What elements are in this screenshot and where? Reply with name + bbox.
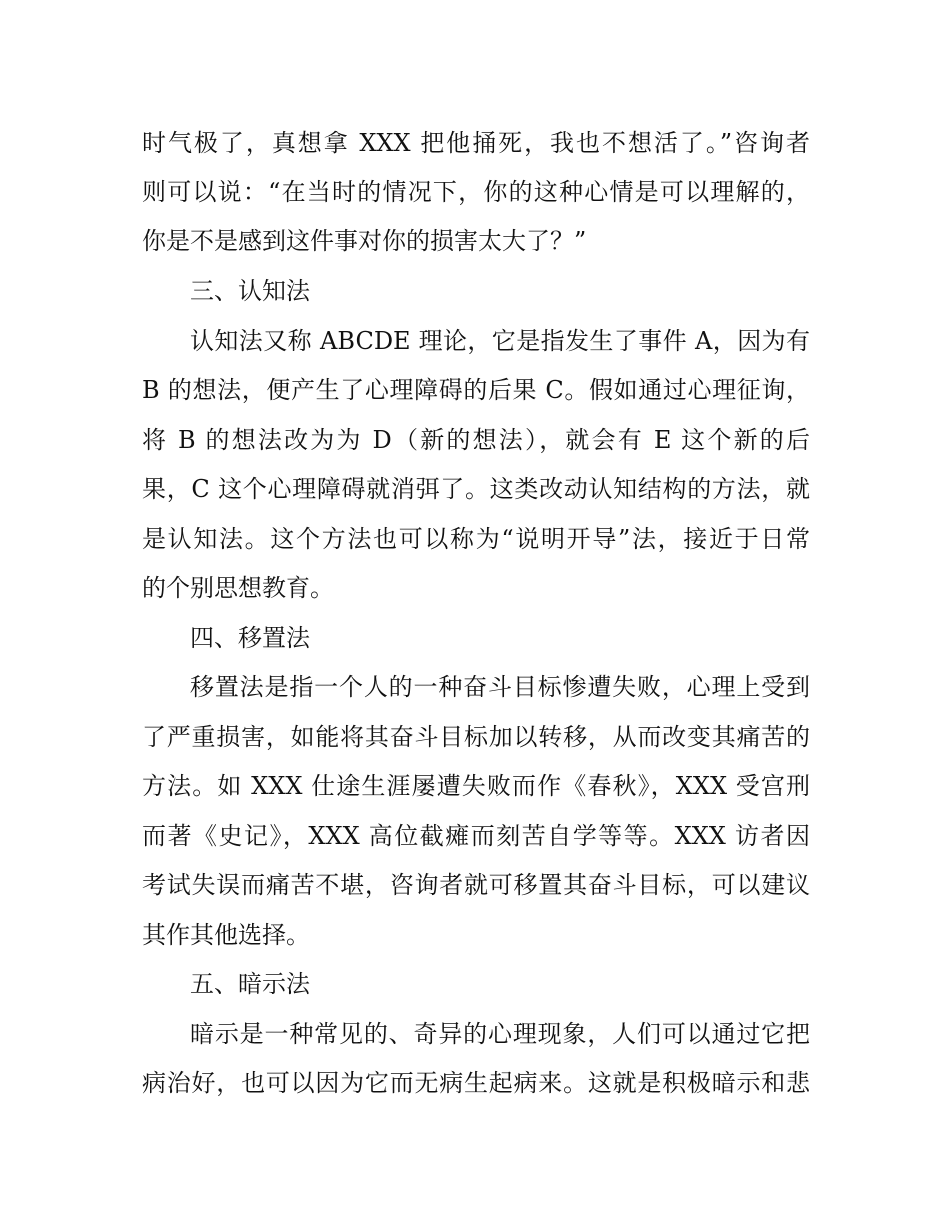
paragraph-line: 你是不是感到这件事对你的损害太大了？” [142, 227, 587, 255]
paragraph-line: 认知法又称 ABCDE 理论，它是指发生了事件 A，因为有 [190, 327, 810, 355]
paragraph-line: 时气极了，真想拿 XXX 把他捅死，我也不想活了。”咨询者 [142, 129, 810, 157]
paragraph-line: 了严重损害，如能将其奋斗目标加以转移，从而改变其痛苦的 [142, 723, 810, 751]
paragraph-line: 暗示是一种常见的、奇异的心理现象，人们可以通过它把 [190, 1020, 810, 1048]
paragraph-line: 是认知法。这个方法也可以称为“说明开导”法，接近于日常 [142, 525, 810, 553]
paragraph-line: 其作其他选择。 [142, 921, 310, 949]
paragraph-line: 果，C 这个心理障碍就消弭了。这类改动认知结构的方法，就 [142, 475, 810, 503]
section-heading: 四、移置法 [190, 624, 310, 652]
paragraph-line: 将 B 的想法改为为 D（新的想法），就会有 E 这个新的后 [142, 426, 810, 454]
paragraph-line: B 的想法，便产生了心理障碍的后果 C。假如通过心理征询， [142, 376, 810, 404]
paragraph-line: 病治好，也可以因为它而无病生起病来。这就是积极暗示和悲 [142, 1069, 810, 1097]
paragraph-line: 考试失误而痛苦不堪，咨询者就可移置其奋斗目标，可以建议 [142, 871, 810, 899]
section-heading: 五、暗示法 [190, 970, 310, 998]
paragraph-line: 则可以说：“在当时的情况下，你的这种心情是可以理解的， [142, 178, 810, 206]
paragraph-line: 而著《史记》，XXX 高位截瘫而刻苦自学等等。XXX 访者因 [142, 822, 810, 850]
paragraph-line: 移置法是指一个人的一种奋斗目标惨遭失败，心理上受到 [190, 673, 810, 701]
paragraph-line: 方法。如 XXX 仕途生涯屡遭失败而作《春秋》，XXX 受宫刑 [142, 772, 810, 800]
paragraph-line: 的个别思想教育。 [142, 574, 334, 602]
section-heading: 三、认知法 [190, 277, 310, 305]
